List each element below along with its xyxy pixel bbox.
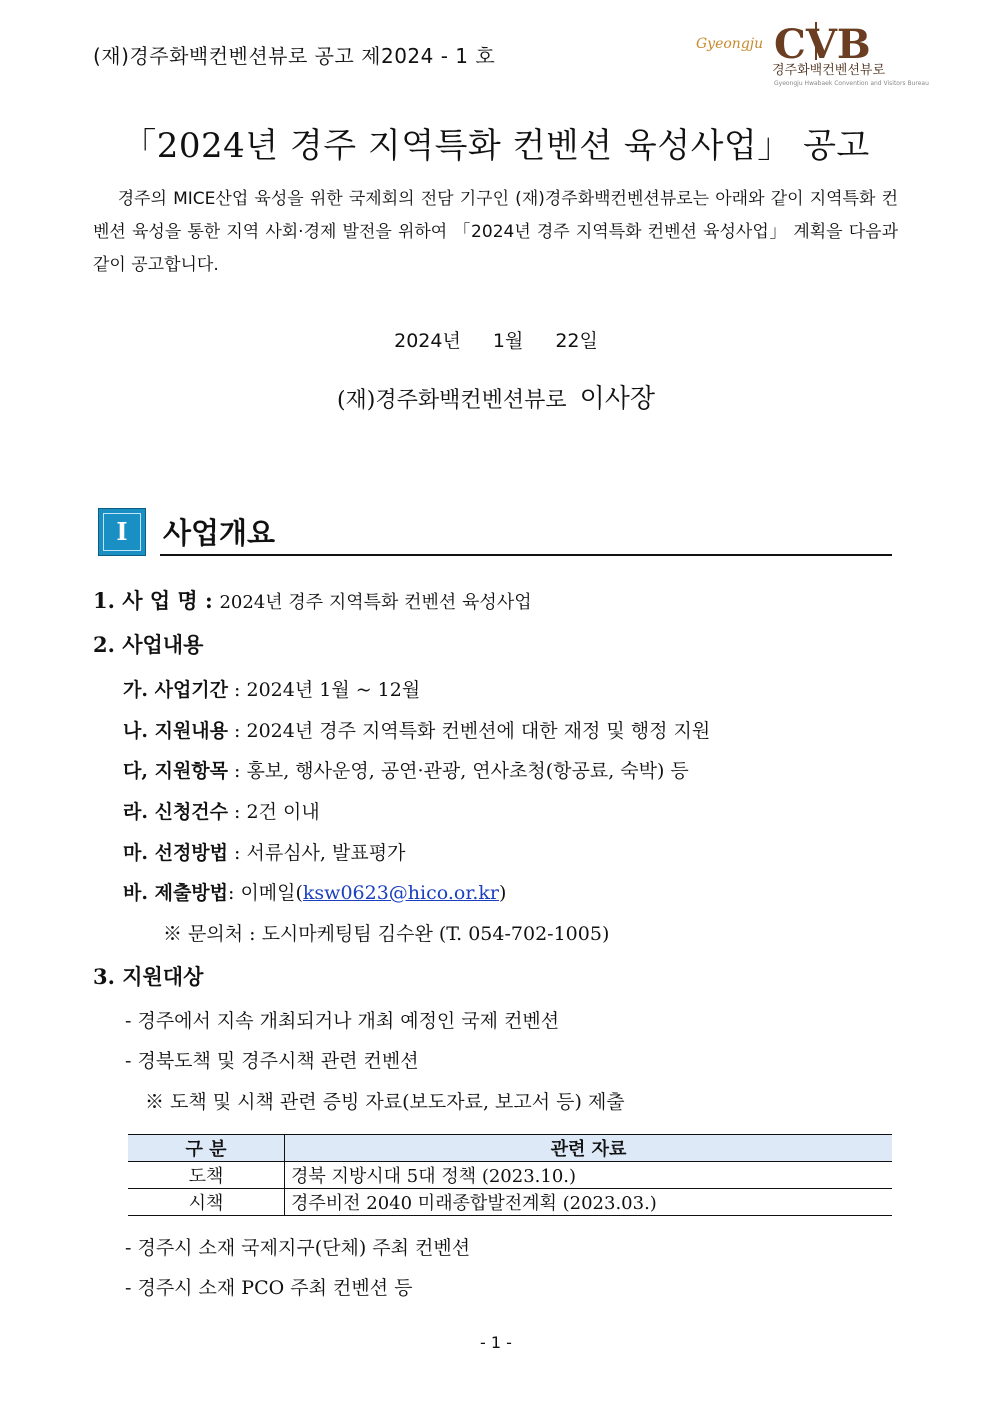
document-title: 「2024년 경주 지역특화 컨벤션 육성사업」 공고 — [122, 126, 870, 166]
table-cell: 경주비전 2040 미래종합발전계획 (2023.03.) — [285, 1189, 893, 1216]
contact-note: ※ 문의처 : 도시마케팅팀 김수완 (T. 054-702-1005) — [163, 923, 610, 945]
item-value: 2024년 경주 지역특화 컨벤션 육성사업 — [219, 592, 532, 613]
detail-selection — [123, 838, 405, 865]
detail-items — [123, 756, 689, 783]
section-number: Ⅰ — [116, 517, 128, 546]
detail-value: : 이메일( — [228, 882, 303, 904]
email-link[interactable]: ksw0623@hico.or.kr — [302, 882, 499, 904]
detail-label: 바. 제출방법 — [123, 882, 228, 904]
detail-period — [123, 675, 420, 702]
detail-label: 라. 신청건수 — [123, 801, 228, 823]
section-divider — [160, 554, 892, 556]
cvb-logo — [694, 16, 929, 88]
notice-number: (재)경주화백컨벤션뷰로 공고 제2024 - 1 호 — [93, 44, 496, 68]
target-item: - 경주시 소재 PCO 주최 컨벤션 등 — [125, 1277, 413, 1299]
detail-count — [123, 797, 320, 824]
reference-table — [128, 1134, 892, 1216]
table-cell: 시책 — [128, 1189, 285, 1216]
item-label: 3. 지원대상 — [93, 964, 204, 989]
table-cell: 도책 — [128, 1162, 285, 1189]
svg-text:경주화백컨벤션뷰로: 경주화백컨벤션뷰로 — [772, 63, 886, 78]
table-row — [128, 1162, 892, 1189]
detail-value: : 2024년 1월 ~ 12월 — [234, 679, 421, 701]
detail-value: : 서류심사, 발표평가 — [234, 842, 406, 864]
detail-label: 가. 사업기간 — [123, 679, 228, 701]
table-header-category: 구 분 — [128, 1135, 285, 1162]
table-header-docs: 관련 자료 — [285, 1135, 893, 1162]
table-cell: 경북 지방시대 5대 정책 (2023.10.) — [285, 1162, 893, 1189]
cvb-logo-icon — [694, 16, 929, 88]
issuer-title: 이사장 — [579, 384, 656, 414]
item-target-heading — [93, 961, 203, 991]
intro-paragraph — [93, 183, 898, 282]
detail-label: 마. 선정방법 — [123, 842, 228, 864]
section-title: 사업개요 — [163, 516, 276, 550]
section-number-box — [98, 508, 146, 556]
evidence-note: ※ 도책 및 시책 관련 증빙 자료(보도자료, 보고서 등) 제출 — [145, 1091, 625, 1113]
detail-value-close: ) — [498, 882, 507, 904]
item-label: 1. 사 업 명 : — [93, 588, 213, 613]
table-row — [128, 1189, 892, 1216]
table-header-row — [128, 1135, 892, 1162]
detail-value: : 2건 이내 — [234, 801, 320, 823]
svg-text:CVB: CVB — [774, 21, 871, 68]
issuer — [0, 378, 992, 415]
svg-text:Gyeongju: Gyeongju — [696, 36, 764, 52]
detail-label: 나. 지원내용 — [123, 720, 228, 742]
detail-submission — [123, 878, 506, 905]
intro-text: 경주의 MICE산업 육성을 위한 국제회의 전담 기구인 (재)경주화백컨벤션뷰로는 아래와 같이 지역특화 컨벤션 육성을 통한 지역 사회·경제 발전을 위하여 「2024년 경주 지역특화 컨벤션 육성사업」 계획을 다음과 같이 공고합니다. — [93, 189, 898, 275]
notice-date: 2024년 1월 22일 — [394, 330, 598, 352]
target-item: - 경주시 소재 국제지구(단체) 주최 컨벤션 — [125, 1237, 471, 1259]
target-item: - 경북도책 및 경주시책 관련 컨벤션 — [125, 1050, 419, 1072]
target-item: - 경주에서 지속 개최되거나 개최 예정인 국제 컨벤션 — [125, 1010, 560, 1032]
issuer-org: (재)경주화백컨벤션뷰로 — [336, 388, 567, 413]
detail-value: : 홍보, 행사운영, 공연·관광, 연사초청(항공료, 숙박) 등 — [234, 760, 689, 782]
item-label: 2. 사업내용 — [93, 632, 204, 657]
detail-value: : 2024년 경주 지역특화 컨벤션에 대한 재정 및 행정 지원 — [234, 720, 711, 742]
item-contents-heading — [93, 629, 203, 659]
detail-support — [123, 716, 710, 743]
svg-text:Gyeongju Hwabaek Convention an: Gyeongju Hwabaek Convention and Visitors Bureau — [774, 80, 929, 87]
detail-label: 다, 지원항목 — [123, 760, 228, 782]
item-project-name — [93, 585, 532, 615]
page-number: - 1 - — [480, 1333, 512, 1352]
